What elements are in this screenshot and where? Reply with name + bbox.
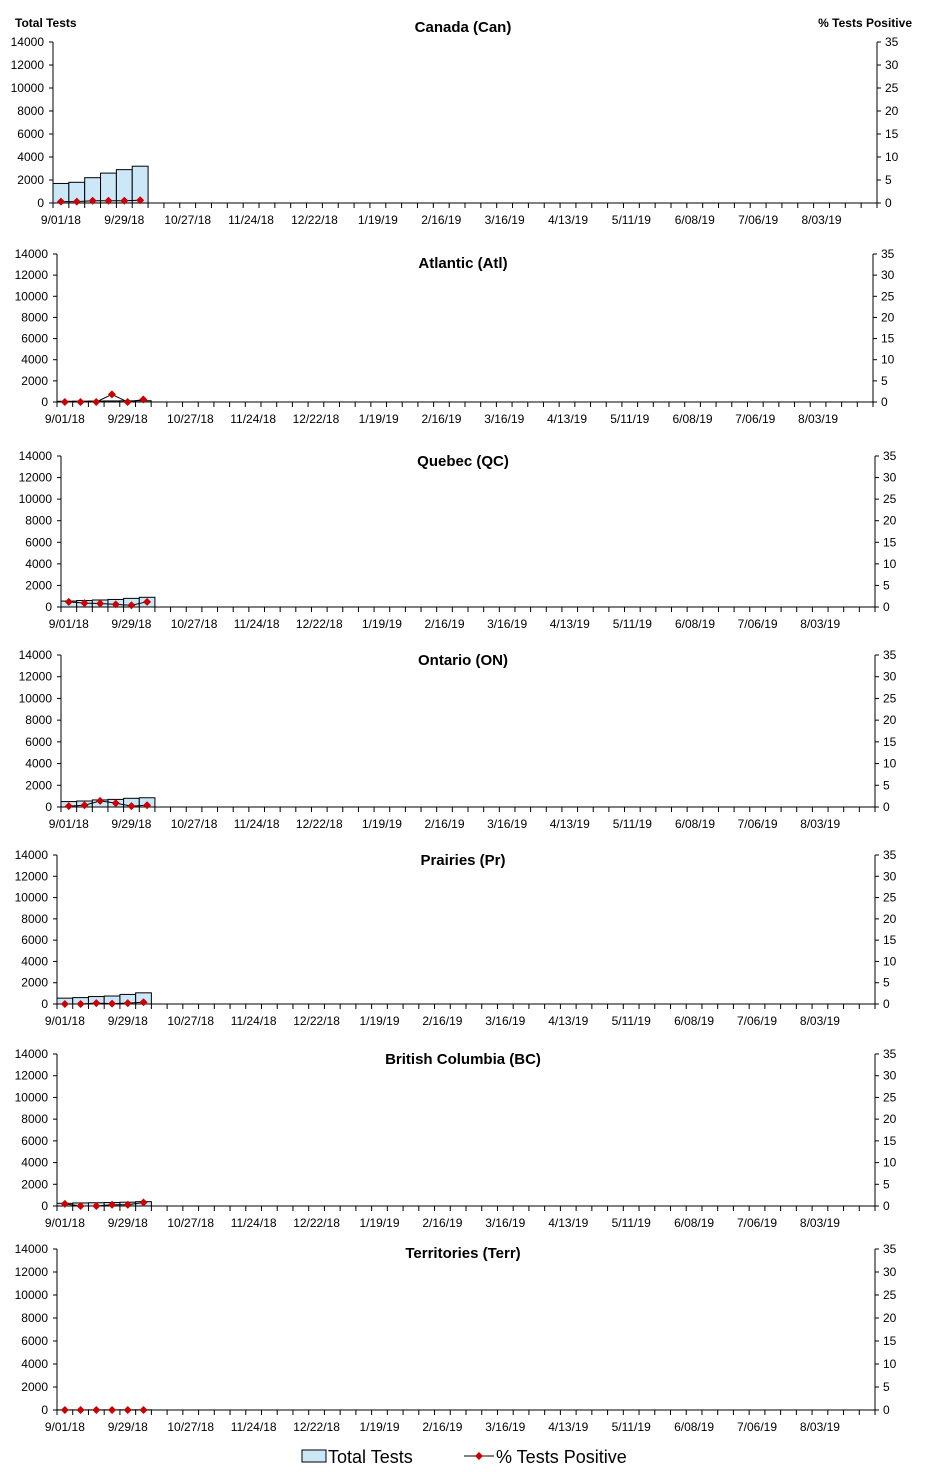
- chart-panel-2: [15, 247, 895, 426]
- chart-title: Ontario (ON): [418, 652, 508, 669]
- x-tick-label: 6/08/19: [674, 617, 716, 631]
- chart-title: Quebec (QC): [417, 453, 509, 470]
- left-tick-label: 6000: [17, 127, 44, 141]
- left-tick-label: 10000: [14, 1090, 48, 1105]
- x-tick-label: 7/06/19: [738, 213, 779, 227]
- right-tick-label: 0: [883, 997, 890, 1011]
- x-tick-label: 11/24/18: [233, 817, 280, 831]
- marker-percent-positive: [61, 398, 69, 406]
- x-tick-label: 2/16/19: [424, 817, 465, 831]
- right-tick-label: 0: [881, 395, 888, 409]
- x-tick-label: 9/01/18: [44, 412, 85, 426]
- right-tick-label: 30: [885, 58, 899, 72]
- x-tick-label: 12/22/18: [295, 617, 343, 631]
- right-tick-label: 20: [883, 911, 897, 926]
- x-tick-label: 7/06/19: [736, 1216, 778, 1230]
- chart-panel-5: [15, 848, 897, 1028]
- x-tick-label: 5/11/19: [612, 817, 652, 831]
- x-tick-label: 3/16/19: [487, 617, 528, 631]
- right-tick-label: 10: [885, 150, 899, 164]
- left-tick-label: 2000: [25, 578, 52, 593]
- left-tick-label: 12000: [14, 268, 48, 283]
- marker-percent-positive: [61, 1406, 69, 1414]
- x-tick-label: 11/24/18: [228, 213, 274, 227]
- left-tick-label: 0: [45, 600, 52, 614]
- x-tick-label: 10/27/18: [167, 1216, 215, 1230]
- left-tick-label: 14000: [18, 648, 52, 662]
- right-tick-label: 10: [881, 352, 895, 367]
- right-tick-label: 15: [883, 535, 897, 550]
- right-tick-label: 30: [883, 669, 897, 684]
- x-tick-label: 3/16/19: [484, 412, 525, 426]
- x-tick-label: 2/16/19: [422, 1420, 463, 1434]
- right-tick-label: 30: [883, 1265, 897, 1279]
- x-tick-label: 9/29/18: [107, 1014, 148, 1028]
- x-tick-label: 1/19/19: [357, 213, 398, 227]
- left-tick-label: 14000: [14, 247, 48, 261]
- x-tick-label: 9/01/18: [44, 1420, 85, 1434]
- right-tick-label: 25: [881, 289, 895, 304]
- left-tick-label: 4000: [17, 150, 44, 164]
- left-tick-label: 2000: [21, 1380, 48, 1394]
- x-tick-label: 5/11/19: [612, 617, 652, 631]
- right-tick-label: 35: [883, 648, 897, 662]
- chart-title: British Columbia (BC): [385, 1051, 541, 1068]
- chart-panel-3: [19, 449, 897, 631]
- x-tick-label: 9/01/18: [44, 1014, 85, 1028]
- x-tick-label: 12/22/18: [293, 1216, 340, 1230]
- x-tick-label: 4/13/19: [547, 213, 589, 227]
- x-tick-label: 9/29/18: [111, 617, 152, 631]
- left-tick-label: 4000: [25, 756, 52, 771]
- right-tick-label: 15: [881, 331, 895, 346]
- right-tick-label: 0: [883, 1403, 890, 1417]
- left-tick-label: 10000: [14, 1288, 48, 1302]
- marker-percent-positive: [140, 1406, 148, 1414]
- x-tick-label: 10/27/18: [167, 412, 214, 426]
- marker-percent-positive: [108, 1201, 116, 1209]
- right-tick-label: 10: [883, 1155, 897, 1170]
- x-tick-label: 1/19/19: [358, 412, 399, 426]
- x-tick-label: 1/19/19: [359, 1216, 400, 1230]
- x-tick-label: 9/29/18: [107, 412, 148, 426]
- bar-total-tests: [104, 401, 120, 402]
- x-tick-label: 8/03/19: [798, 412, 839, 426]
- x-tick-label: 4/13/19: [546, 412, 588, 426]
- x-tick-label: 1/19/19: [361, 817, 402, 831]
- right-tick-label: 15: [885, 127, 899, 141]
- left-tick-label: 14000: [18, 449, 52, 463]
- right-tick-label: 20: [883, 713, 897, 728]
- x-tick-label: 1/19/19: [359, 1420, 400, 1434]
- right-tick-label: 10: [883, 954, 897, 969]
- left-tick-label: 10000: [18, 492, 52, 507]
- x-tick-label: 7/06/19: [735, 412, 776, 426]
- right-tick-label: 30: [881, 268, 895, 283]
- chart-title: Canada (Can): [414, 19, 512, 36]
- left-tick-label: 10000: [14, 289, 48, 304]
- right-tick-label: 35: [883, 848, 897, 862]
- x-tick-label: 11/24/18: [230, 412, 277, 426]
- x-tick-label: 2/16/19: [422, 1014, 463, 1028]
- right-tick-label: 10: [883, 756, 897, 771]
- right-tick-label: 0: [883, 1199, 890, 1213]
- left-tick-label: 2000: [21, 1177, 48, 1192]
- x-tick-label: 6/08/19: [674, 1014, 715, 1028]
- chart-panel-4: [19, 648, 897, 831]
- x-tick-label: 10/27/18: [164, 213, 212, 227]
- left-tick-label: 10000: [14, 890, 48, 905]
- x-tick-label: 12/22/18: [293, 1014, 340, 1028]
- x-tick-label: 6/08/19: [674, 817, 716, 831]
- x-tick-label: 9/29/18: [107, 1216, 148, 1230]
- right-axis-label: % Tests Positive: [818, 16, 912, 30]
- x-tick-label: 9/29/18: [107, 1420, 148, 1434]
- x-tick-label: 4/13/19: [548, 1216, 589, 1230]
- left-tick-label: 4000: [21, 352, 48, 367]
- x-tick-label: 3/16/19: [484, 213, 525, 227]
- right-tick-label: 35: [885, 35, 899, 49]
- x-tick-label: 7/06/19: [736, 1420, 778, 1434]
- left-tick-label: 14000: [14, 1242, 48, 1256]
- x-tick-label: 3/16/19: [485, 1014, 526, 1028]
- x-tick-label: 9/01/18: [40, 213, 81, 227]
- x-tick-label: 7/06/19: [736, 1014, 778, 1028]
- x-tick-label: 8/03/19: [799, 1216, 840, 1230]
- x-tick-label: 3/16/19: [485, 1216, 526, 1230]
- x-tick-label: 8/03/19: [799, 1014, 840, 1028]
- marker-percent-positive: [77, 1406, 85, 1414]
- x-tick-label: 11/24/18: [233, 617, 280, 631]
- left-tick-label: 12000: [14, 1265, 48, 1279]
- right-tick-label: 20: [883, 1311, 897, 1325]
- right-tick-label: 35: [881, 247, 895, 261]
- left-tick-label: 14000: [14, 1047, 48, 1061]
- x-tick-label: 2/16/19: [424, 617, 465, 631]
- x-tick-label: 8/03/19: [800, 817, 841, 831]
- right-tick-label: 5: [885, 173, 892, 187]
- left-tick-label: 4000: [25, 556, 52, 571]
- right-tick-label: 10: [883, 1357, 897, 1371]
- x-tick-label: 10/27/18: [170, 617, 218, 631]
- chart-panels: [11, 19, 899, 1434]
- left-tick-label: 0: [41, 1199, 48, 1213]
- x-tick-label: 6/08/19: [674, 1216, 715, 1230]
- x-tick-label: 9/01/18: [48, 617, 89, 631]
- right-tick-label: 30: [883, 869, 897, 884]
- marker-percent-positive: [124, 1406, 132, 1414]
- x-tick-label: 5/11/19: [610, 412, 650, 426]
- x-tick-label: 11/24/18: [230, 1420, 277, 1434]
- marker-percent-positive: [124, 398, 132, 406]
- x-tick-label: 2/16/19: [422, 1216, 463, 1230]
- right-tick-label: 0: [885, 196, 892, 210]
- right-tick-label: 20: [881, 310, 895, 325]
- x-tick-label: 6/08/19: [674, 1420, 715, 1434]
- x-tick-label: 8/03/19: [799, 1420, 840, 1434]
- right-tick-label: 15: [883, 933, 897, 948]
- legend-line-label: % Tests Positive: [496, 1447, 627, 1467]
- x-tick-label: 12/22/18: [295, 817, 343, 831]
- x-tick-label: 9/29/18: [111, 817, 152, 831]
- x-tick-label: 8/03/19: [800, 617, 841, 631]
- right-tick-label: 5: [883, 1380, 890, 1394]
- left-tick-label: 12000: [18, 669, 52, 684]
- right-tick-label: 15: [883, 1133, 897, 1148]
- legend-bar-label: Total Tests: [328, 1447, 413, 1467]
- x-tick-label: 9/01/18: [44, 1216, 85, 1230]
- marker-percent-positive: [92, 398, 100, 406]
- right-tick-label: 30: [883, 1068, 897, 1083]
- x-tick-label: 5/11/19: [611, 1216, 651, 1230]
- x-tick-label: 10/27/18: [167, 1420, 215, 1434]
- x-tick-label: 3/16/19: [485, 1420, 526, 1434]
- x-tick-label: 11/24/18: [230, 1014, 277, 1028]
- left-tick-label: 4000: [21, 954, 48, 969]
- chart-title: Territories (Terr): [405, 1245, 521, 1262]
- right-tick-label: 5: [883, 778, 890, 793]
- left-tick-label: 0: [37, 196, 44, 210]
- legend: [302, 1447, 627, 1467]
- marker-percent-positive: [77, 398, 85, 406]
- chart-title: Atlantic (Atl): [418, 255, 508, 272]
- right-tick-label: 5: [883, 578, 890, 593]
- x-tick-label: 7/06/19: [737, 817, 778, 831]
- x-tick-label: 5/11/19: [611, 1420, 651, 1434]
- x-tick-label: 7/06/19: [737, 617, 778, 631]
- x-tick-label: 3/16/19: [487, 817, 528, 831]
- legend-bar-swatch: [302, 1450, 326, 1462]
- left-tick-label: 4000: [21, 1357, 48, 1371]
- left-tick-label: 0: [41, 1403, 48, 1417]
- left-tick-label: 8000: [21, 310, 48, 325]
- left-tick-label: 2000: [21, 373, 48, 388]
- chart-title: Prairies (Pr): [420, 852, 506, 869]
- x-tick-label: 10/27/18: [170, 817, 218, 831]
- left-tick-label: 12000: [10, 58, 44, 72]
- left-tick-label: 6000: [25, 734, 52, 749]
- right-tick-label: 25: [885, 81, 899, 95]
- x-tick-label: 2/16/19: [421, 412, 462, 426]
- x-tick-label: 6/08/19: [674, 213, 715, 227]
- x-tick-label: 4/13/19: [549, 617, 590, 631]
- x-tick-label: 1/19/19: [361, 617, 402, 631]
- left-tick-label: 2000: [17, 173, 44, 187]
- chart-panel-7: [15, 1242, 897, 1434]
- right-tick-label: 0: [883, 800, 890, 814]
- right-tick-label: 5: [881, 373, 888, 388]
- right-tick-label: 5: [883, 1177, 890, 1192]
- left-tick-label: 10000: [10, 81, 44, 95]
- left-tick-label: 4000: [21, 1155, 48, 1170]
- left-tick-label: 8000: [21, 1112, 48, 1127]
- right-tick-label: 0: [883, 600, 890, 614]
- right-tick-label: 25: [883, 890, 897, 905]
- chart-panel-6: [15, 1047, 897, 1230]
- x-tick-label: 12/22/18: [293, 1420, 340, 1434]
- left-tick-label: 8000: [21, 1311, 48, 1325]
- marker-percent-positive: [108, 390, 116, 398]
- left-tick-label: 0: [41, 395, 48, 409]
- right-tick-label: 30: [883, 470, 897, 485]
- left-tick-label: 0: [45, 800, 52, 814]
- left-tick-label: 14000: [14, 848, 48, 862]
- left-tick-label: 12000: [18, 470, 52, 485]
- right-tick-label: 20: [883, 513, 897, 528]
- x-tick-label: 9/29/18: [104, 213, 145, 227]
- left-tick-label: 12000: [14, 869, 48, 884]
- right-tick-label: 20: [885, 104, 899, 118]
- x-tick-label: 5/11/19: [611, 213, 651, 227]
- left-tick-label: 8000: [21, 911, 48, 926]
- right-tick-label: 10: [883, 556, 897, 571]
- x-tick-label: 9/01/18: [48, 817, 89, 831]
- right-tick-label: 5: [883, 975, 890, 990]
- left-tick-label: 2000: [25, 778, 52, 793]
- right-tick-label: 15: [883, 734, 897, 749]
- x-tick-label: 10/27/18: [167, 1014, 215, 1028]
- right-tick-label: 35: [883, 449, 897, 463]
- left-tick-label: 6000: [25, 535, 52, 550]
- x-tick-label: 12/22/18: [292, 412, 340, 426]
- x-tick-label: 4/13/19: [548, 1420, 589, 1434]
- right-tick-label: 35: [883, 1047, 897, 1061]
- legend-marker-swatch: [475, 1452, 483, 1460]
- left-tick-label: 6000: [21, 933, 48, 948]
- x-tick-label: 11/24/18: [230, 1216, 277, 1230]
- x-tick-label: 4/13/19: [548, 1014, 589, 1028]
- left-tick-label: 6000: [21, 331, 48, 346]
- left-tick-label: 14000: [10, 35, 44, 49]
- left-tick-label: 6000: [21, 1133, 48, 1148]
- left-tick-label: 2000: [21, 975, 48, 990]
- marker-percent-positive: [92, 1406, 100, 1414]
- left-axis-label: Total Tests: [15, 16, 77, 30]
- right-tick-label: 25: [883, 691, 897, 706]
- x-tick-label: 8/03/19: [801, 213, 842, 227]
- right-tick-label: 15: [883, 1334, 897, 1348]
- left-tick-label: 12000: [14, 1068, 48, 1083]
- marker-percent-positive: [108, 1406, 116, 1414]
- left-tick-label: 6000: [21, 1334, 48, 1348]
- chart-panel-1: [11, 19, 899, 227]
- left-tick-label: 8000: [25, 513, 52, 528]
- right-tick-label: 20: [883, 1112, 897, 1127]
- right-tick-label: 25: [883, 1288, 897, 1302]
- left-tick-label: 8000: [17, 104, 44, 118]
- x-tick-label: 4/13/19: [549, 817, 590, 831]
- x-tick-label: 12/22/18: [291, 213, 338, 227]
- right-tick-label: 35: [883, 1242, 897, 1256]
- left-tick-label: 0: [41, 997, 48, 1011]
- x-tick-label: 1/19/19: [359, 1014, 400, 1028]
- left-tick-label: 10000: [18, 691, 52, 706]
- x-tick-label: 5/11/19: [611, 1014, 651, 1028]
- right-tick-label: 25: [883, 492, 897, 507]
- x-tick-label: 2/16/19: [421, 213, 462, 227]
- left-tick-label: 8000: [25, 713, 52, 728]
- marker-percent-positive: [61, 1200, 69, 1208]
- right-tick-label: 25: [883, 1090, 897, 1105]
- x-tick-label: 6/08/19: [672, 412, 713, 426]
